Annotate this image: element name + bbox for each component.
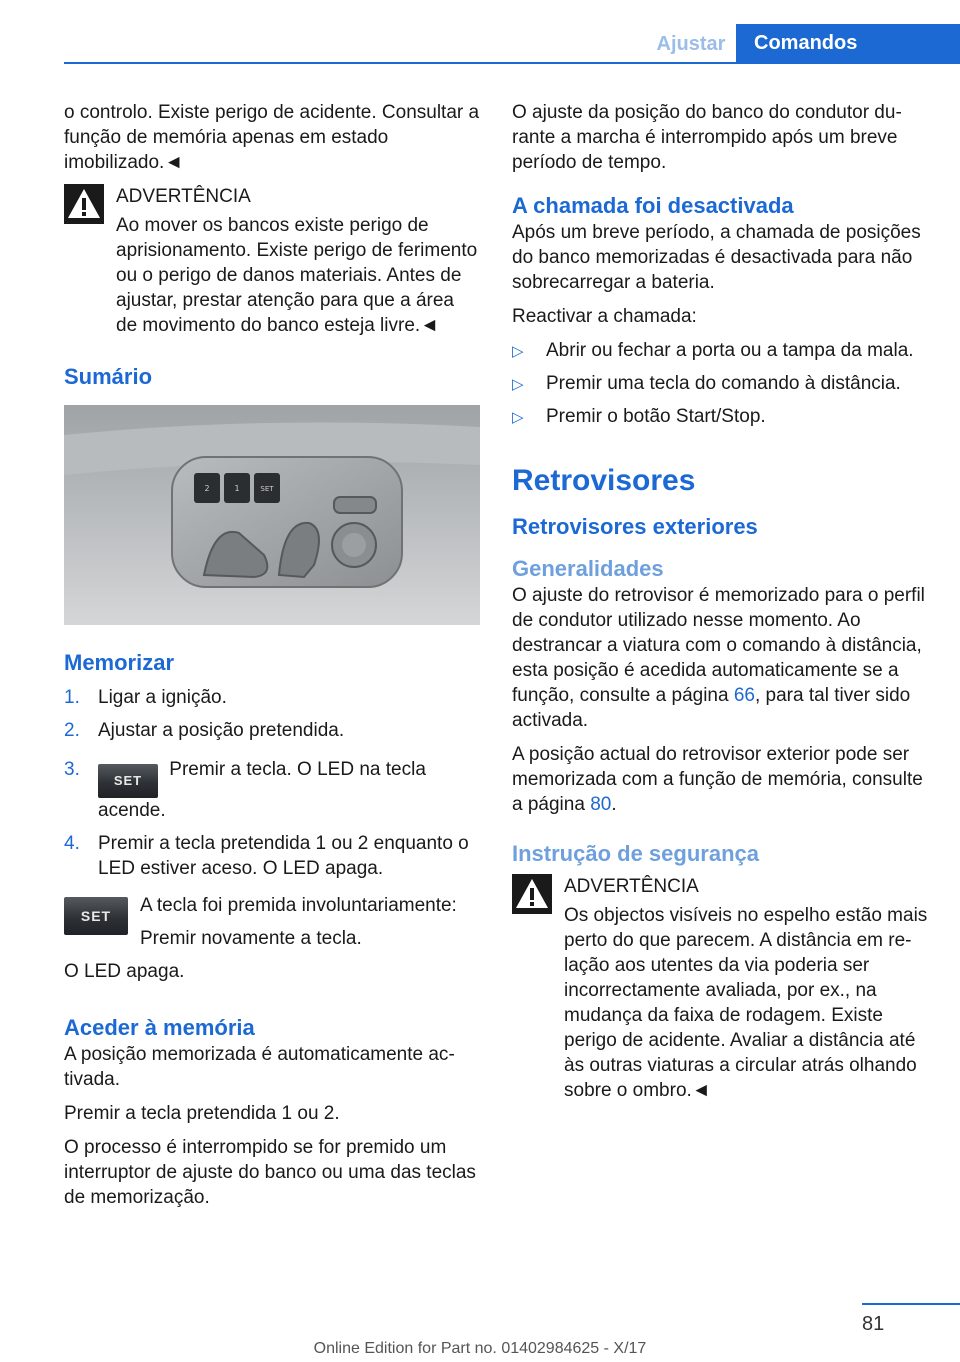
warning-triangle-icon	[512, 874, 552, 914]
reactivate-list	[512, 338, 928, 429]
note-block	[64, 893, 480, 951]
note-line: O LED apaga.	[64, 961, 185, 982]
heading-generalidades: Generalidades	[512, 556, 664, 581]
set-key-icon: SET	[98, 764, 158, 798]
header-tab-ajustar[interactable]: Ajustar	[656, 33, 726, 55]
heading-exteriores: Retrovisores exteriores	[512, 514, 758, 539]
step-text: Premir a tecla pretendida 1 ou 2 enquanto o LED estiver aceso. O LED apaga.	[98, 833, 469, 879]
heading-desactivada: A chamada foi desactivada	[512, 193, 794, 218]
heading-seguranca: Instrução de segurança	[512, 841, 759, 866]
list-item	[64, 831, 480, 881]
paragraph: Reactivar a chamada:	[512, 306, 697, 327]
list-item	[512, 404, 928, 429]
step-number: 2.	[64, 720, 80, 741]
warning-block-mirrors	[512, 874, 928, 1103]
left-column	[64, 100, 480, 1210]
page-link-66[interactable]: 66	[733, 685, 755, 706]
right-column	[512, 100, 928, 1103]
heading-memorizar: Memorizar	[64, 650, 175, 675]
paragraph: O processo é interrompido se for premido um interruptor de ajuste do banco ou uma das teclas de memorização.	[64, 1137, 476, 1208]
heading-retrovisores: Retrovisores	[512, 464, 696, 497]
set-key-icon: SET	[64, 897, 128, 935]
bullet-text: Abrir ou fechar a porta ou a tampa da mala.	[546, 340, 914, 361]
triangle-bullet-icon: ▷	[512, 343, 524, 360]
step-number: 1.	[64, 687, 80, 708]
list-item	[64, 718, 480, 743]
header-rule	[64, 62, 960, 64]
warning-triangle-icon	[64, 184, 104, 224]
bullet-text: Premir uma tecla do comando à distância.	[546, 373, 901, 394]
memory-key-1-label: 1	[234, 484, 240, 493]
warning-block-seats	[64, 184, 480, 338]
heading-aceder: Aceder à memória	[64, 1015, 255, 1040]
memory-key-2-label: 2	[204, 484, 210, 493]
list-item	[64, 757, 480, 823]
warning-text: Ao mover os bancos existe perigo de aprisionamento. Existe perigo de ferimento ou o perigo de danos materiais. Antes de ajustar, prestar atenção para que a área de movimento do banco esteja livre.◄	[116, 215, 478, 336]
paragraph: A posição memorizada é automaticamente activada.	[64, 1044, 455, 1090]
memorize-steps-list	[64, 685, 480, 881]
paragraph-intro-left: o controlo. Existe perigo de acidente. Consultar a função de memória apenas em estado imobilizado.◄	[64, 102, 480, 173]
paragraph: Premir a tecla pretendida 1 ou 2.	[64, 1103, 340, 1124]
step-number: 3.	[64, 759, 80, 780]
paragraph-intro-right: O ajuste da posição do banco do condutor durante a marcha é interrompido após um breve período de tempo.	[512, 102, 902, 173]
step-text: Premir a tecla. O LED na tecla acende.	[98, 759, 426, 821]
list-item	[64, 685, 480, 710]
paragraph: O ajuste do retrovisor é memorizado para o perfil de condutor utilizado nesse momento. Ao destrancar a viatura com o comando à distância, esta posição é acedida automaticamente se a função, consulte a página 66, para tal tiver sido activada.	[512, 585, 925, 731]
triangle-bullet-icon: ▷	[512, 409, 524, 426]
edition-footer: Online Edition for Part no. 01402984625 - X/17	[313, 1340, 647, 1357]
step-text: Ajustar a posição pretendida.	[98, 720, 345, 741]
list-item	[512, 338, 928, 363]
step-text: Ligar a ignição.	[98, 687, 227, 708]
paragraph: A posição actual do retrovisor exterior pode ser memorizada com a função de memória, consulte a página 80.	[512, 744, 923, 815]
warning-title: ADVERTÊNCIA	[564, 876, 699, 897]
page-number: 81	[862, 1313, 885, 1335]
list-item	[512, 371, 928, 396]
paragraph: Após um breve período, a chamada de posições do banco memorizadas é desactivada para não sobrecarregar a bateria.	[512, 222, 921, 293]
step-number: 4.	[64, 833, 80, 854]
warning-text: Os objectos visíveis no espelho estão mais perto do que parecem. A distância em relação aos utentes da via poderia ser incorrectamente avaliada, por ex., na mudança da faixa de rodagem. Existe perigo de acidente. Avaliar a distância até às outras viaturas a circular atrás olhando sobre o ombro.◄	[564, 905, 928, 1101]
footer-rule	[862, 1303, 960, 1305]
memory-key-set-label: SET	[260, 485, 274, 493]
seat-control-photo	[64, 405, 480, 625]
warning-title: ADVERTÊNCIA	[116, 186, 251, 207]
triangle-bullet-icon: ▷	[512, 376, 524, 393]
header-tab-comandos[interactable]: Comandos	[736, 24, 960, 62]
heading-sumario: Sumário	[64, 364, 153, 389]
note-line: A tecla foi premida involuntariamente:	[140, 895, 457, 916]
page-link-80[interactable]: 80	[590, 794, 612, 815]
bullet-text: Premir o botão Start/Stop.	[546, 406, 766, 427]
note-line: Premir novamente a tecla.	[140, 928, 362, 949]
